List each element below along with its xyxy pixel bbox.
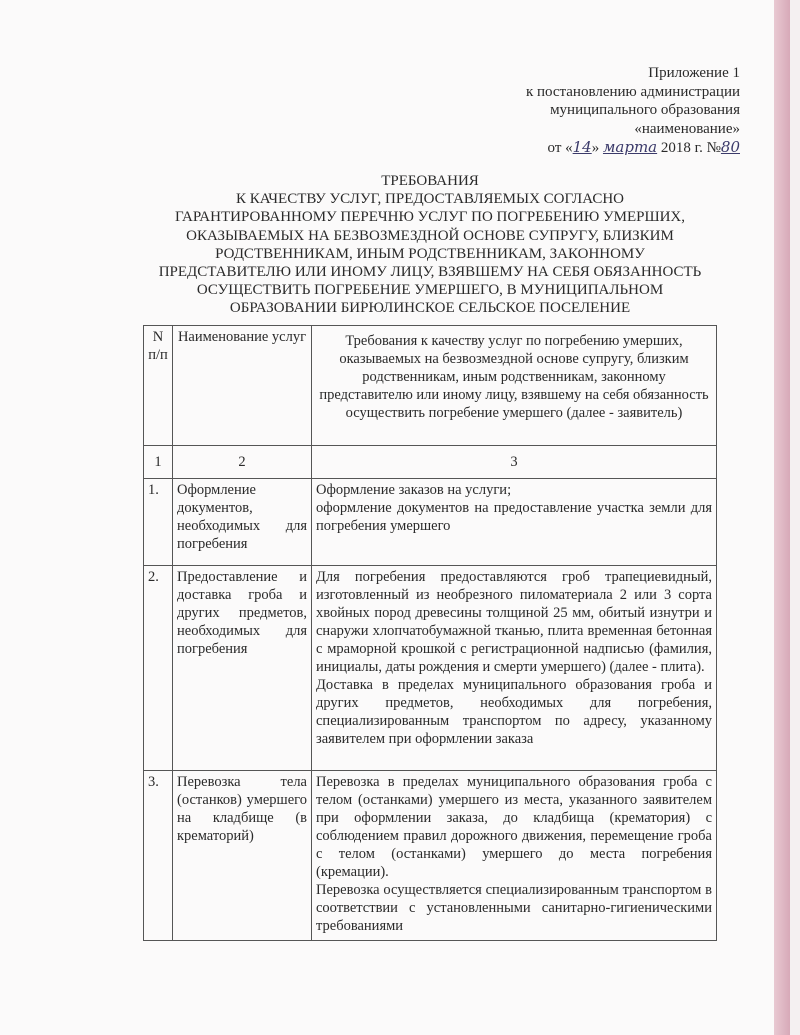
handwritten-day: 14 <box>572 138 592 156</box>
appendix-line: к постановлению администрации <box>525 83 740 100</box>
requirement-paragraph: Перевозка осуществляется специализированным транспортом в соответствии с установленными санитарно-гигиеническими требованиями <box>316 882 712 934</box>
table-row <box>144 771 717 941</box>
requirements <box>312 479 717 566</box>
title-line: ОБРАЗОВАНИИ БИРЮЛИНСКОЕ СЕЛЬСКОЕ ПОСЕЛЕНИЕ <box>229 300 631 317</box>
appendix-block <box>526 64 740 158</box>
requirement-paragraph: Перевозка в пределах муниципального образования гроба с телом (останками) умершего из места, указанного заявителем при оформлении заказа, до кладбища (крематория) с соблюдением правил дорожного движения, перемещение гроба с телом (останками) умершего до места погребения (кремации). <box>316 774 712 880</box>
header-cell: N п/п <box>144 326 173 446</box>
table-row <box>144 566 717 771</box>
title-line: К КАЧЕСТВУ УСЛУГ, ПРЕДОСТАВЛЯЕМЫХ СОГЛАСНО <box>235 191 624 208</box>
service-name: Оформление документов, необходимых для погребения <box>173 479 312 566</box>
requirements <box>312 771 717 941</box>
title-line: ОКАЗЫВАЕМЫХ НА БЕЗВОЗМЕЗДНОЙ ОСНОВЕ СУПРУГУ, БЛИЗКИМ <box>186 227 674 244</box>
row-number: 2. <box>144 566 173 771</box>
page-edge <box>774 0 790 1035</box>
column-number: 1 <box>144 446 173 479</box>
title-line: ОСУЩЕСТВИТЬ ПОГРЕБЕНИЕ УМЕРШЕГО, В МУНИЦИПАЛЬНОМ <box>196 282 664 299</box>
scan-margin <box>790 0 800 1035</box>
requirements <box>312 566 717 771</box>
requirement-paragraph: Доставка в пределах муниципального образования гроба и других предметов, необходимых для погребения, специализированным транспортом по адресу, указанному заявителем при оформлении заказа <box>316 677 712 747</box>
title-line: ГАРАНТИРОВАННОМУ ПЕРЕЧНЮ УСЛУГ ПО ПОГРЕБЕНИЮ УМЕРШИХ, <box>175 209 685 226</box>
appendix-line: «наименование» <box>634 120 740 137</box>
column-number: 3 <box>312 446 717 479</box>
title-line: ПРЕДСТАВИТЕЛЮ ИЛИ ИНОМУ ЛИЦУ, ВЗЯВШЕМУ НА СЕБЯ ОБЯЗАННОСТЬ <box>158 264 702 281</box>
handwritten-number: 80 <box>720 138 740 156</box>
service-name: Предоставление и доставка гроба и других предметов, необходимых для погребения <box>173 566 312 771</box>
document-title <box>140 172 720 318</box>
title-line: РОДСТВЕННИКАМ, ИНЫМ РОДСТВЕННИКАМ, ЗАКОННОМУ <box>215 245 645 262</box>
appendix-date: от «14» марта 2018 г. №80 <box>547 138 740 156</box>
table-row <box>144 479 717 566</box>
row-number: 3. <box>144 771 173 941</box>
table-header-row <box>144 326 717 446</box>
requirement-paragraph: оформление документов на предоставление участка земли для погребения умершего <box>316 500 712 534</box>
requirement-paragraph: Для погребения предоставляются гроб трапециевидный, изготовленный из необрезного пиломатериала 2 или 3 сорта хвойных пород древесины толщиной 25 мм, обитый изнутри и снаружи хлопчатобумажной тканью, плита временная бетонная с мраморной крошкой с регистрационной надписью (фамилия, инициалы, даты рождения и смерти умершего) (далее - плита). <box>316 569 712 675</box>
handwritten-month: марта <box>602 138 658 156</box>
appendix-line: муниципального образования <box>550 102 740 118</box>
header-cell: Требования к качеству услуг по погребению умерших, оказываемых на безвозмездной основе супругу, близким родственникам, иным родственникам, законному представителю или иному лицу, взявшему на себя обязанность осуществить погребение умершего (далее - заявитель) <box>312 326 717 446</box>
requirements-table <box>143 325 717 941</box>
service-name: Перевозка тела (останков) умершего на кладбище (в крематорий) <box>173 771 312 941</box>
column-number-row <box>144 446 717 479</box>
row-number: 1. <box>144 479 173 566</box>
column-number: 2 <box>173 446 312 479</box>
appendix-line: Приложение 1 <box>648 65 740 81</box>
title-line: ТРЕБОВАНИЯ <box>381 173 479 189</box>
header-cell: Наименование услуг <box>173 326 312 446</box>
requirement-paragraph: Оформление заказов на услуги; <box>316 482 512 498</box>
